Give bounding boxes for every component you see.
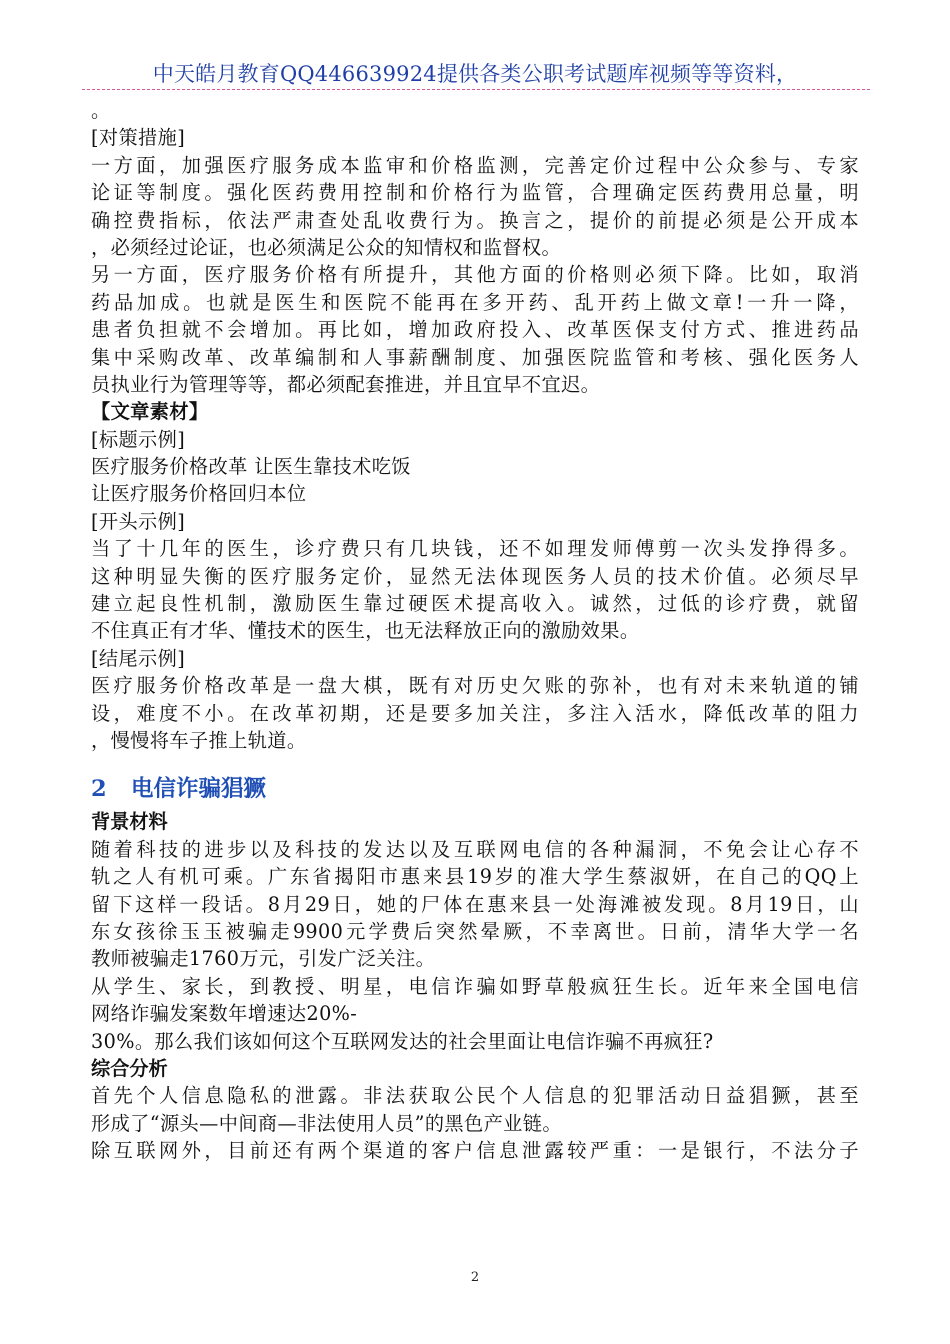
text-line: 另一方面，医疗服务价格有所提升，其他方面的价格则必须下降。比如，取消	[91, 263, 859, 287]
subheading-analysis: 综合分析	[91, 1056, 168, 1080]
text-line: 首先个人信息隐私的泄露。非法获取公民个人信息的犯罪活动日益猖獗，甚至	[91, 1084, 859, 1108]
section-number: 2	[91, 776, 107, 803]
text-line: 形成了“源头—中间商—非法使用人员”的黑色产业链。	[91, 1111, 562, 1135]
text-line: [标题示例]	[91, 427, 186, 451]
text-line: 设，难度不小。在改革初期，还是要多加关注，多注入活水，降低改革的阻力	[91, 701, 859, 725]
text-line: 确控费指标，依法严肃查处乱收费行为。换言之，提价的前提必须是公开成本	[91, 208, 859, 232]
text-line: 网络诈骗发案数年增速达20%-	[91, 1002, 358, 1026]
text-line: 东女孩徐玉玉被骗走9900元学费后突然晕厥，不幸离世。日前，清华大学一名	[91, 919, 859, 943]
text-line: 。	[91, 99, 111, 122]
text-line: ，慢慢将车子推上轨道。	[91, 728, 307, 752]
section-title: 电信诈骗猖獗	[131, 776, 267, 803]
text-line: 从学生、家长，到教授、明星，电信诈骗如野草般疯狂生长。近年来全国电信	[91, 974, 859, 998]
section-heading	[91, 770, 859, 808]
text-line: 患者负担就不会增加。再比如，增加政府投入、改革医保支付方式、推进药品	[91, 318, 859, 342]
text-line: 不住真正有才华、懂技术的医生，也无法释放正向的激励效果。	[91, 619, 640, 643]
text-line: 员执业行为管理等等，都必须配套推进，并且宜早不宜迟。	[91, 372, 601, 396]
page-header: 中天皓月教育QQ446639924提供各类公职考试题库视频等等资料，	[152, 62, 798, 86]
text-line: 药品加成。也就是医生和医院不能再在多开药、乱开药上做文章!一升一降，	[91, 290, 859, 314]
paragraph-block-2	[91, 836, 859, 1055]
text-line: 一方面，加强医疗服务成本监审和价格监测，完善定价过程中公众参与、专家	[91, 153, 859, 177]
text-line: 论证等制度。强化医药费用控制和价格行为监管，合理确定医药费用总量，明	[91, 181, 859, 205]
text-line: ，必须经过论证，也必须满足公众的知情权和监督权。	[91, 235, 562, 259]
text-line: [对策措施]	[91, 126, 186, 150]
text-line: 除互联网外，目前还有两个渠道的客户信息泄露较严重：一是银行，不法分子	[91, 1139, 859, 1163]
text-line: 轨之人有机可乘。广东省揭阳市惠来县19岁的准大学生蔡淑妍，在自己的QQ上	[91, 865, 859, 889]
paragraph-block-3	[91, 1082, 859, 1164]
text-line: 这种明显失衡的医疗服务定价，显然无法体现医务人员的技术价值。必须尽早	[91, 564, 859, 588]
text-line: [开头示例]	[91, 509, 186, 533]
paragraph-block-1	[91, 97, 859, 754]
text-line: 集中采购改革、改革编制和人事薪酬制度、加强医院监管和考核、强化医务人	[91, 345, 859, 369]
text-line: 教师被骗走1760万元，引发广泛关注。	[91, 947, 436, 971]
document-body	[91, 97, 859, 1164]
text-line: 【文章素材】	[91, 400, 209, 424]
text-line: 医疗服务价格改革 让医生靠技术吃饭	[91, 455, 411, 479]
header-divider	[82, 89, 870, 90]
text-line: 留下这样一段话。8月29日，她的尸体在惠来县一处海滩被发现。8月19日，山	[91, 892, 859, 916]
text-line: 当了十几年的医生，诊疗费只有几块钱，还不如理发师傅剪一次头发挣得多。	[91, 537, 859, 561]
subheading-background: 背景材料	[91, 810, 168, 834]
text-line: [结尾示例]	[91, 646, 186, 670]
text-line: 随着科技的进步以及科技的发达以及互联网电信的各种漏洞，不免会让心存不	[91, 837, 859, 861]
text-line: 让医疗服务价格回归本位	[91, 482, 307, 506]
page-number: 2	[470, 1270, 480, 1285]
text-line: 30%。那么我们该如何这个互联网发达的社会里面让电信诈骗不再疯狂?	[91, 1029, 714, 1053]
text-line: 建立起良性机制，激励医生靠过硬医术提高收入。诚然，过低的诊疗费，就留	[91, 592, 859, 616]
text-line: 医疗服务价格改革是一盘大棋，既有对历史欠账的弥补，也有对未来轨道的铺	[91, 674, 859, 698]
